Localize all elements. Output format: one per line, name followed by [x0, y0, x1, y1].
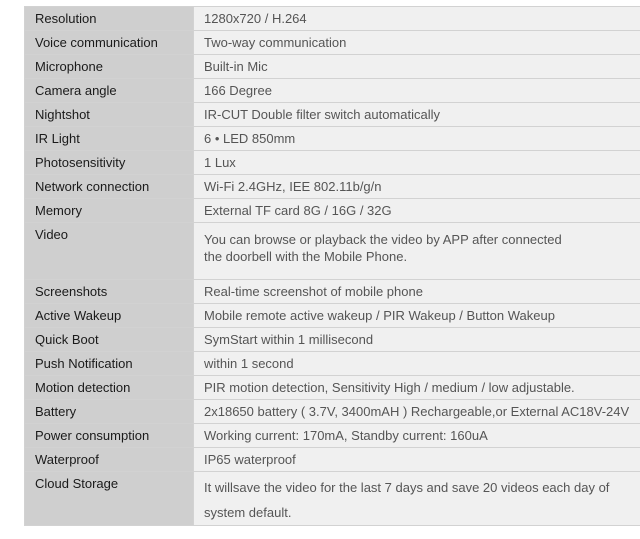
table-row — [25, 328, 640, 352]
spec-value: Two-way communication — [194, 31, 640, 55]
spec-value-line: the doorbell with the Mobile Phone. — [204, 249, 408, 264]
table-row — [25, 31, 640, 55]
table-row — [25, 352, 640, 376]
table-row — [25, 400, 640, 424]
spec-value: External TF card 8G / 16G / 32G — [194, 199, 640, 223]
spec-label: Battery — [25, 400, 194, 424]
table-row — [25, 448, 640, 472]
spec-value — [194, 223, 640, 280]
spec-label: Waterproof — [25, 448, 194, 472]
spec-value: Wi-Fi 2.4GHz, IEE 802.11b/g/n — [194, 175, 640, 199]
spec-label: Cloud Storage — [25, 472, 194, 526]
spec-value: 6 • LED 850mm — [194, 127, 640, 151]
spec-label: Screenshots — [25, 280, 194, 304]
table-row — [25, 223, 640, 280]
spec-label: Power consumption — [25, 424, 194, 448]
spec-value: Built-in Mic — [194, 55, 640, 79]
spec-value: IP65 waterproof — [194, 448, 640, 472]
spec-value: 1 Lux — [194, 151, 640, 175]
spec-value: IR-CUT Double filter switch automatically — [194, 103, 640, 127]
spec-value: SymStart within 1 millisecond — [194, 328, 640, 352]
spec-label: Quick Boot — [25, 328, 194, 352]
spec-value: Mobile remote active wakeup / PIR Wakeup / Button Wakeup — [194, 304, 640, 328]
spec-label: IR Light — [25, 127, 194, 151]
spec-value: within 1 second — [194, 352, 640, 376]
spec-value-line: You can browse or playback the video by APP after connected — [204, 232, 562, 247]
table-row — [25, 472, 640, 526]
spec-label: Camera angle — [25, 79, 194, 103]
table-row — [25, 175, 640, 199]
spec-label: Resolution — [25, 7, 194, 31]
table-row — [25, 199, 640, 223]
spec-label: Active Wakeup — [25, 304, 194, 328]
specifications-table — [24, 6, 640, 526]
spec-value: 1280x720 / H.264 — [194, 7, 640, 31]
spec-label: Photosensitivity — [25, 151, 194, 175]
table-row — [25, 7, 640, 31]
spec-value: 2x18650 battery ( 3.7V, 3400mAH ) Rechargeable,or External AC18V-24V — [194, 400, 640, 424]
table-row — [25, 103, 640, 127]
spec-label: Network connection — [25, 175, 194, 199]
spec-value: Working current: 170mA, Standby current: 160uA — [194, 424, 640, 448]
table-row — [25, 424, 640, 448]
spec-value: Real-time screenshot of mobile phone — [194, 280, 640, 304]
table-row — [25, 151, 640, 175]
spec-label: Video — [25, 223, 194, 280]
table-row — [25, 304, 640, 328]
table-row — [25, 376, 640, 400]
spec-value: It willsave the video for the last 7 days and save 20 videos each day of system default. — [194, 472, 640, 526]
spec-label: Microphone — [25, 55, 194, 79]
spec-label: Nightshot — [25, 103, 194, 127]
spec-label: Motion detection — [25, 376, 194, 400]
table-row — [25, 55, 640, 79]
table-row — [25, 127, 640, 151]
spec-label: Voice communication — [25, 31, 194, 55]
table-row — [25, 79, 640, 103]
table-row — [25, 280, 640, 304]
spec-value: 166 Degree — [194, 79, 640, 103]
spec-label: Memory — [25, 199, 194, 223]
spec-value: PIR motion detection, Sensitivity High / medium / low adjustable. — [194, 376, 640, 400]
spec-label: Push Notification — [25, 352, 194, 376]
